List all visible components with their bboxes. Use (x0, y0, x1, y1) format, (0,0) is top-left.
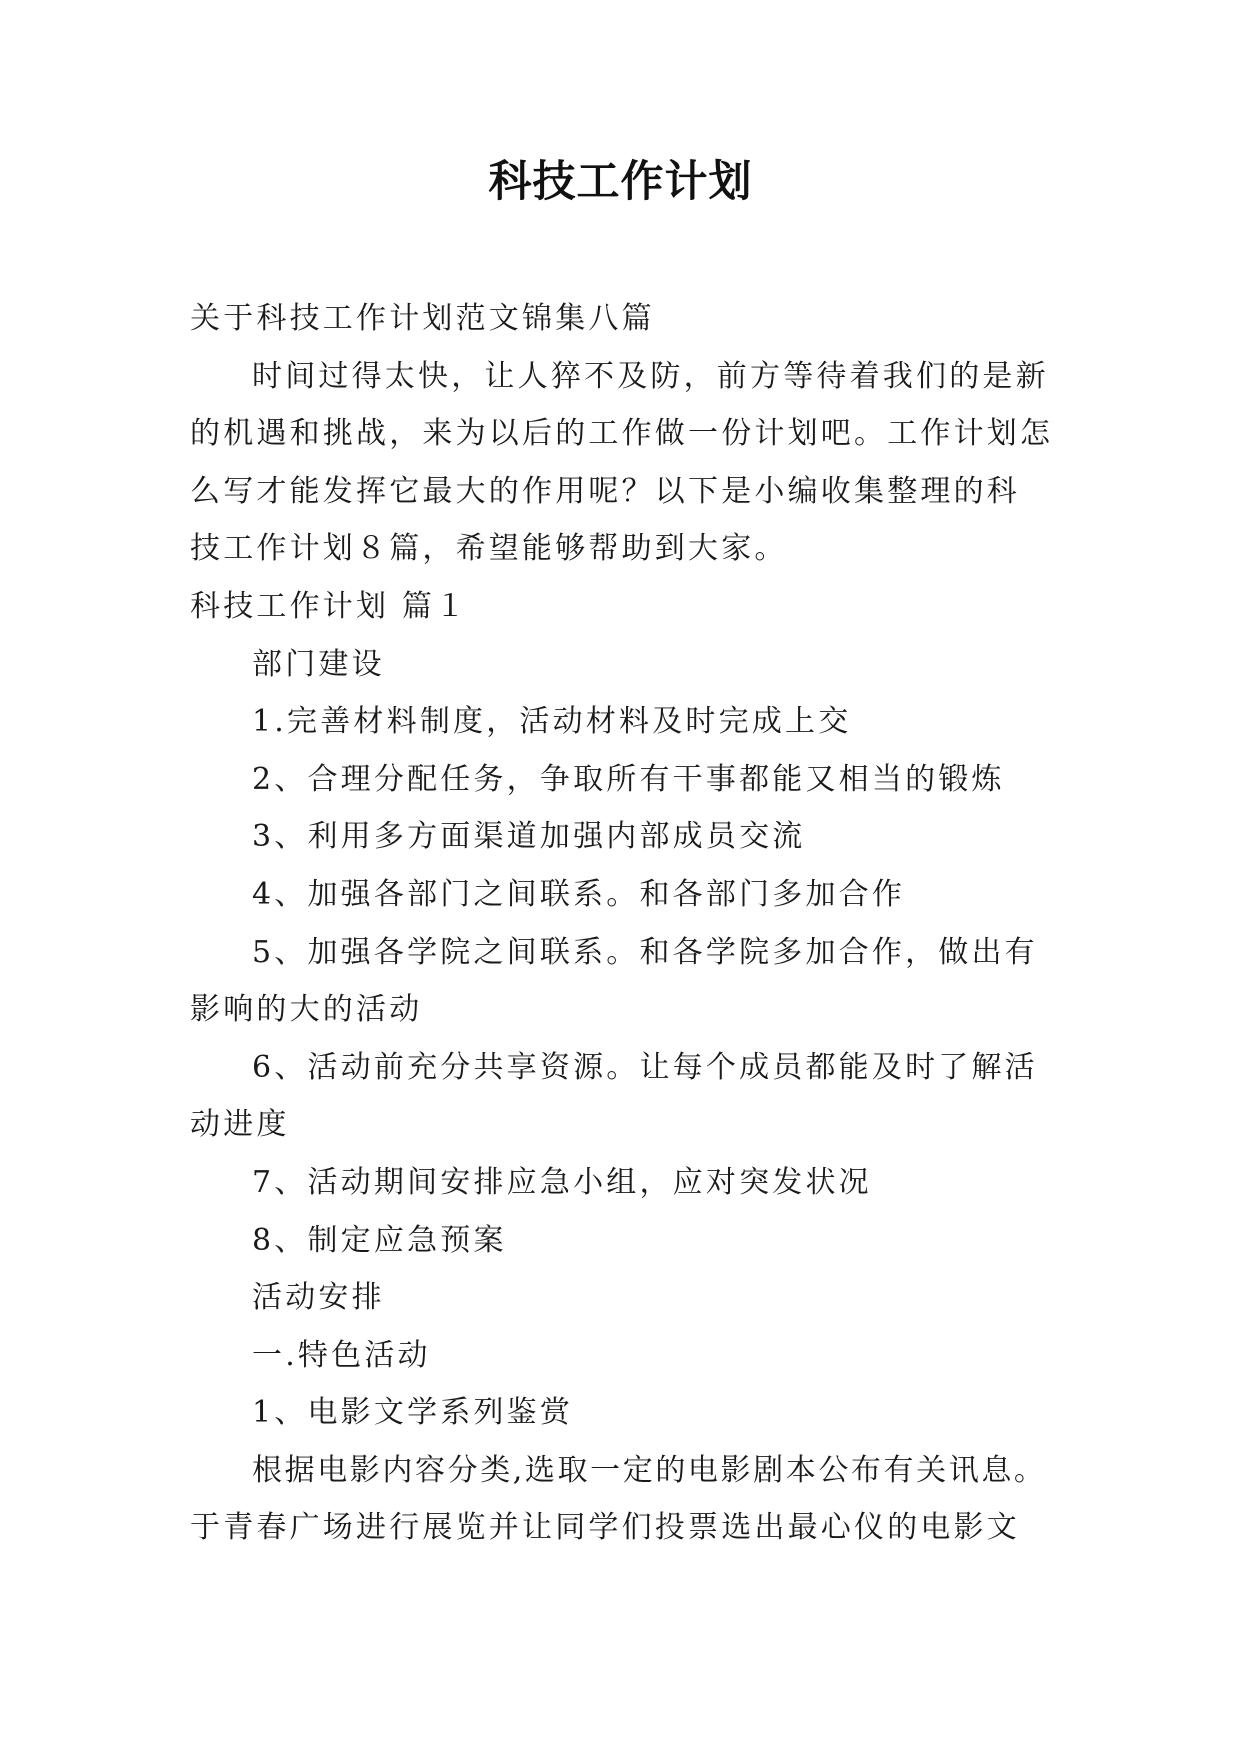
intro-line-2: 的机遇和挑战，来为以后的工作做一份计划吧。工作计划怎 (190, 416, 1054, 452)
special-heading: 一.特色活动 (252, 1337, 431, 1373)
list-item-1: 1.完善材料制度，活动材料及时完成上交 (252, 704, 852, 740)
list-item-3: 3、利用多方面渠道加强内部成员交流 (252, 819, 806, 855)
document-title: 科技工作计划 (488, 157, 753, 207)
list-item-6-line-2: 动进度 (190, 1107, 290, 1143)
list-item-4: 4、加强各部门之间联系。和各部门多加合作 (252, 876, 906, 912)
list-item-5-line-1: 5、加强各学院之间联系。和各学院多加合作，做出有 (252, 934, 1038, 970)
film-heading: 1、电影文学系列鉴赏 (252, 1395, 574, 1431)
document-body (190, 290, 1054, 1557)
dept-heading: 部门建设 (252, 646, 385, 682)
intro-line-4: 技工作计划８篇，希望能够帮助到大家。 (190, 531, 788, 567)
list-item-2: 2、合理分配任务，争取所有干事都能又相当的锻炼 (252, 761, 1005, 797)
intro-line-1: 时间过得太快，让人猝不及防，前方等待着我们的是新 (252, 358, 1049, 394)
intro-line-3: 么写才能发挥它最大的作用呢？以下是小编收集整理的科 (190, 473, 1020, 509)
section-heading: 科技工作计划 篇１ (190, 588, 469, 624)
subtitle: 关于科技工作计划范文锦集八篇 (190, 301, 655, 336)
film-text-line-2: 于青春广场进行展览并让同学们投票选出最心仪的电影文 (190, 1510, 1020, 1546)
list-item-7: 7、活动期间安排应急小组，应对突发状况 (252, 1164, 872, 1200)
activity-heading: 活动安排 (252, 1280, 385, 1316)
list-item-6-line-1: 6、活动前充分共享资源。让每个成员都能及时了解活 (252, 1049, 1038, 1085)
film-text-line-1: 根据电影内容分类,选取一定的电影剧本公布有关讯息。 (252, 1452, 1047, 1488)
list-item-8: 8、制定应急预案 (252, 1222, 507, 1258)
list-item-5-line-2: 影响的大的活动 (190, 992, 423, 1028)
